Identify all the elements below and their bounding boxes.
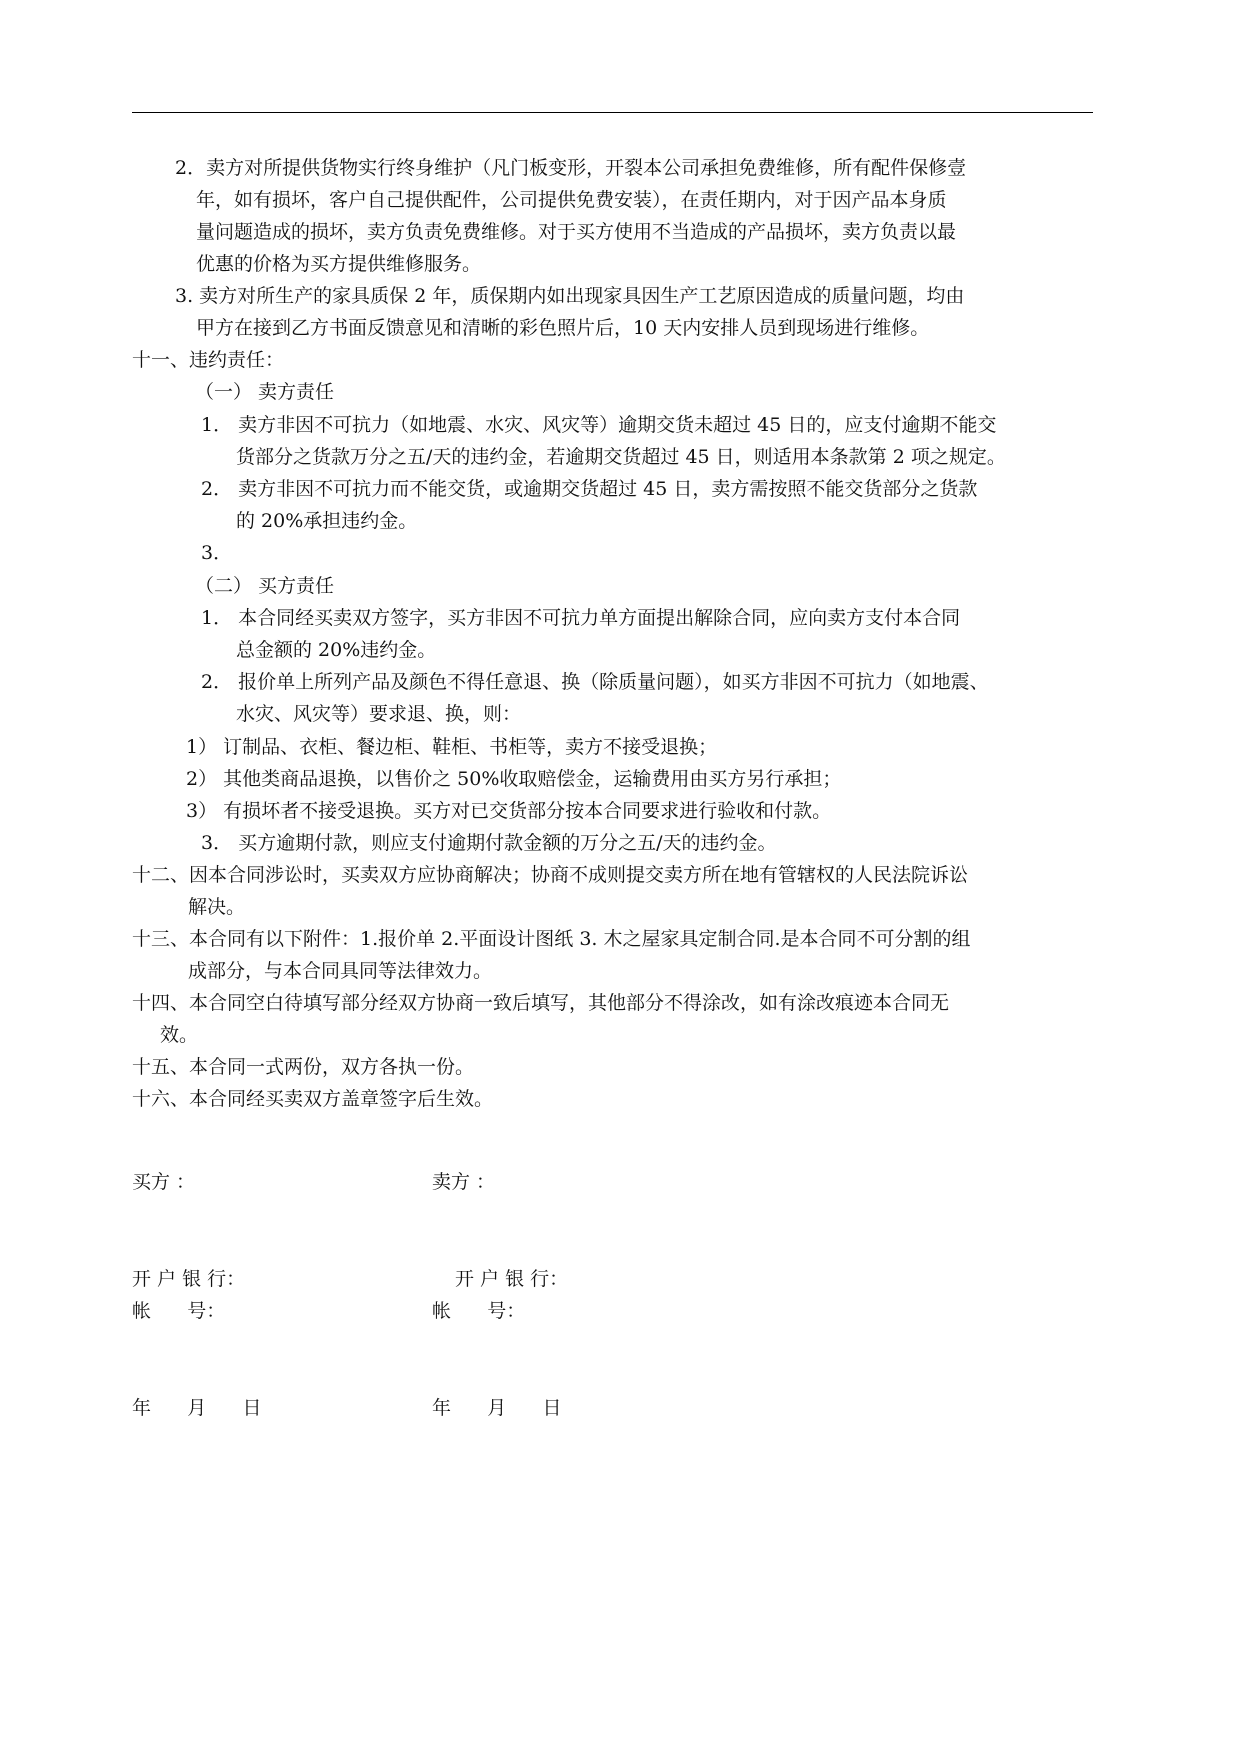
section-15: 十五、本合同一式两份，双方各执一份。 (132, 1056, 475, 1078)
section-12-line-1: 十二、因本合同涉讼时，买卖双方应协商解决；协商不成则提交卖方所在地有管辖权的人民法院诉讼 (132, 864, 969, 886)
buyer-2-sub-1: 1） 订制品、衣柜、餐边柜、鞋柜、书柜等，卖方不接受退换； (186, 736, 718, 758)
warranty-3-line-1: 3. 卖方对所生产的家具质保 2 年，质保期内如出现家具因生产工艺原因造成的质量问题，均由 (175, 285, 965, 307)
buyer-1-line-2: 总金额的 20%违约金。 (236, 639, 437, 661)
seller-1-line-1: 1． 卖方非因不可抗力（如地震、水灾、风灾等）逾期交货未超过 45 日的，应支付逾期不能交 (201, 414, 997, 436)
seller-account-label: 帐 号： (432, 1300, 526, 1322)
seller-label: 卖方 ： (432, 1171, 496, 1193)
warranty-2-line-2: 年，如有损坏，客户自己提供配件，公司提供免费安装），在责任期内，对于因产品本身质 (196, 189, 947, 211)
seller-1-line-2: 货部分之货款万分之五/天的违约金，若逾期交货超过 45 日，则适用本条款第 2 项之规定。 (236, 446, 1006, 468)
buyer-label: 买方 ： (132, 1171, 196, 1193)
seller-3: 3． (201, 542, 233, 564)
warranty-2-line-3: 量问题造成的损坏，卖方负责免费维修。对于买方使用不当造成的产品损坏，卖方负责以最 (196, 221, 957, 243)
buyer-date: 年 月 日 (132, 1397, 262, 1419)
buyer-liability-title: （二） 买方责任 (195, 575, 335, 597)
seller-bank-label: 开 户 银 行： (455, 1268, 569, 1290)
buyer-bank-label: 开 户 银 行： (132, 1268, 246, 1290)
header-rule (132, 112, 1093, 113)
buyer-2-sub-3: 3） 有损坏者不接受退换。买方对已交货部分按本合同要求进行验收和付款。 (186, 800, 832, 822)
section-11-title: 十一、违约责任： (132, 349, 285, 371)
buyer-1-line-1: 1． 本合同经买卖双方签字，买方非因不可抗力单方面提出解除合同，应向卖方支付本合同 (201, 607, 961, 629)
warranty-3-line-2: 甲方在接到乙方书面反馈意见和清晰的彩色照片后，10 天内安排人员到现场进行维修。 (196, 317, 930, 339)
section-12-line-2: 解决。 (188, 896, 246, 918)
seller-2-line-2: 的 20%承担违约金。 (236, 510, 418, 532)
buyer-3: 3． 买方逾期付款，则应支付逾期付款金额的万分之五/天的违约金。 (201, 832, 777, 854)
section-16: 十六、本合同经买卖双方盖章签字后生效。 (132, 1088, 494, 1110)
section-13-line-2: 成部分，与本合同具同等法律效力。 (188, 960, 493, 982)
seller-2-line-1: 2． 卖方非因不可抗力而不能交货，或逾期交货超过 45 日，卖方需按照不能交货部分之货款 (201, 478, 978, 500)
section-14-line-2: 效。 (160, 1024, 199, 1046)
buyer-2-line-1: 2． 报价单上所列产品及颜色不得任意退、换（除质量问题），如买方非因不可抗力（如地震、 (201, 671, 989, 693)
seller-liability-title: （一） 卖方责任 (195, 381, 335, 403)
section-13-line-1: 十三、本合同有以下附件：1.报价单 2.平面设计图纸 3. 木之屋家具定制合同.是本合同不可分割的组 (132, 928, 971, 950)
warranty-2-line-4: 优惠的价格为买方提供维修服务。 (196, 253, 482, 275)
warranty-2-line-1: 2．卖方对所提供货物实行终身维护（凡门板变形，开裂本公司承担免费维修，所有配件保修壹 (175, 157, 967, 179)
buyer-account-label: 帐 号： (132, 1300, 226, 1322)
seller-date: 年 月 日 (432, 1397, 562, 1419)
section-14-line-1: 十四、本合同空白待填写部分经双方协商一致后填写，其他部分不得涂改，如有涂改痕迹本合同无 (132, 992, 950, 1014)
buyer-2-line-2: 水灾、风灾等）要求退、换，则： (236, 703, 522, 725)
buyer-2-sub-2: 2） 其他类商品退换，以售价之 50%收取赔偿金，运输费用由买方另行承担； (186, 768, 842, 790)
